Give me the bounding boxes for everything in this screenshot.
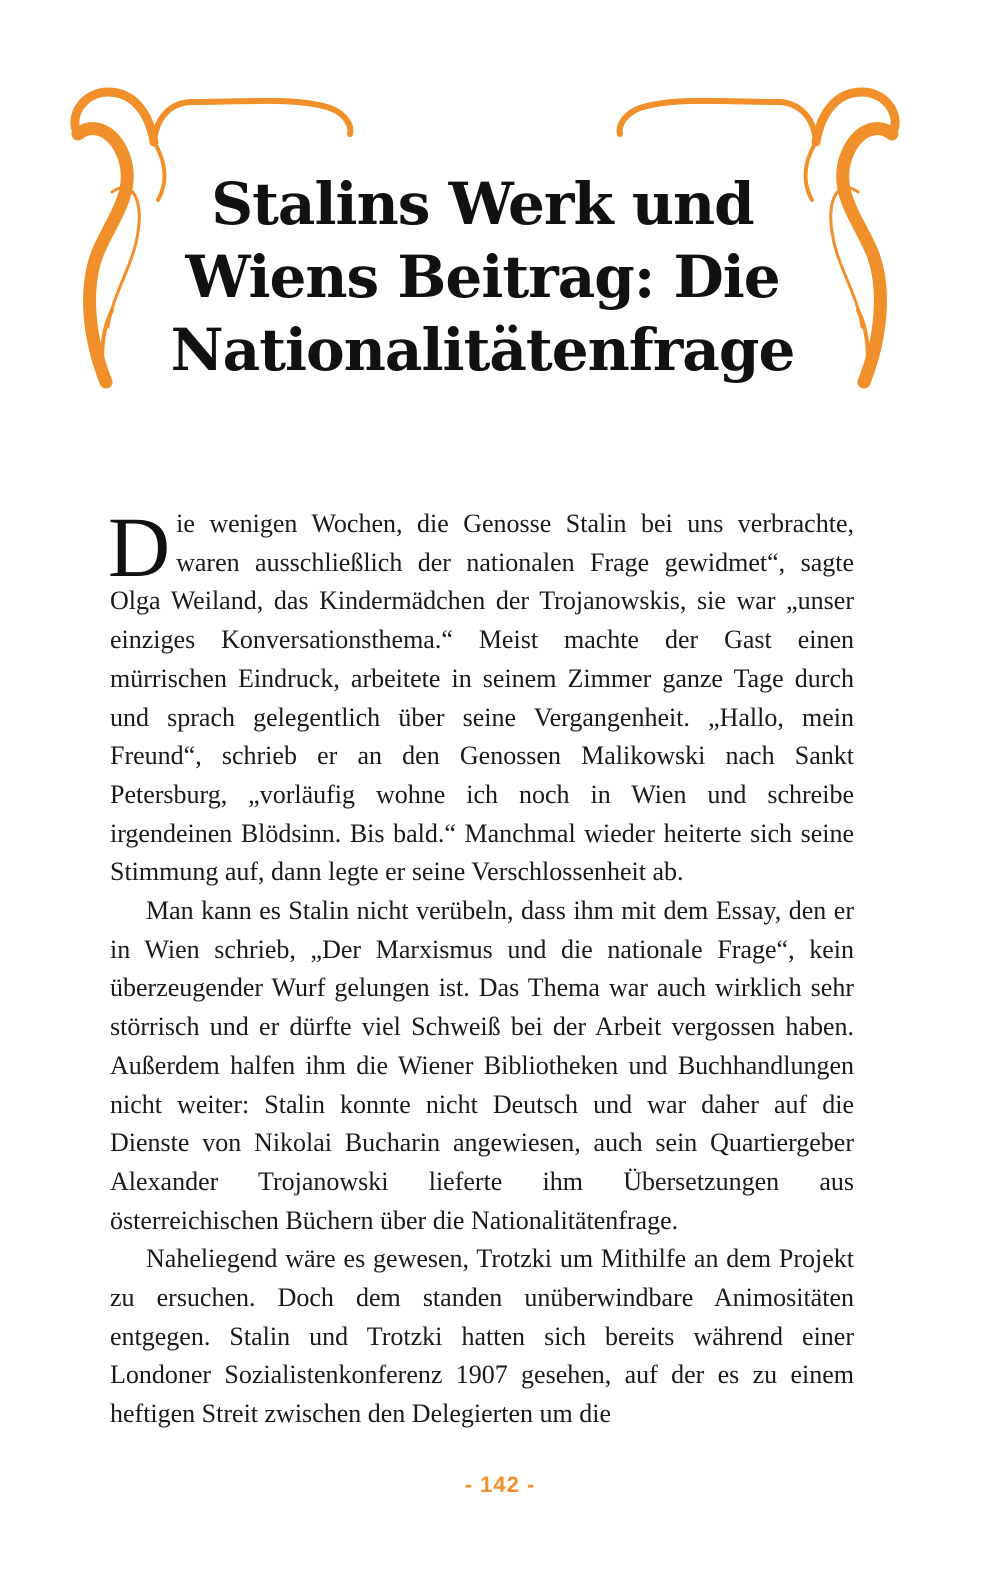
chapter-title-line: Stalins Werk und bbox=[211, 170, 754, 238]
paragraph bbox=[108, 499, 854, 892]
paragraph: Naheliegend wäre es gewesen, Trotzki um Mithilfe an dem Projekt zu ersuchen. Doch dem standen unüberwindbare Animositäten entgegen. Stalin und Trotzki hatten sich bereits während einer Londoner Sozialistenkonferenz 1907 gesehen, auf der es zu einem heftigen Streit zwischen den Delegierten um die bbox=[110, 1244, 854, 1429]
paragraph: Man kann es Stalin nicht verübeln, dass ihm mit dem Essay, den er in Wien schrieb, „Der Marxismus und die nationale Frage“, kein überzeugender Wurf gelungen ist. Das Thema war auch wirklich sehr störrisch und er dürfte viel Schweiß bei der Arbeit vergossen haben. Außerdem halfen ihm die Wiener Bibliotheken und Buchhandlungen nicht weiter: Stalin konnte nicht Deutsch und war daher auf die Dienste von Nikolai Bucharin angewiesen, auch sein Quartiergeber Alexander Trojanowski lieferte ihm Übersetzungen aus österreichischen Büchern über die Nationalitätenfrage. bbox=[110, 896, 854, 1235]
page-number: - 142 - bbox=[464, 1472, 536, 1497]
chapter-body bbox=[108, 499, 854, 1434]
chapter-title bbox=[160, 168, 805, 387]
chapter-title-line: Nationalitätenfrage bbox=[170, 316, 795, 384]
paragraph-text: ie wenigen Wochen, die Genosse Stalin bei uns verbrachte, waren ausschließlich der nationalen Frage gewidmet“, sagte Olga Weiland, das Kindermädchen der Trojanowskis, sie war „unser einziges Konversationsthema.“ Meist machte der Gast einen mürrischen Eindruck, arbeitete in seinem Zimmer ganze Tage durch und sprach gelegentlich über seine Vergangenheit. „Hallo, mein Freund“, schrieb er an den Genossen Malikowski nach Sankt Petersburg, „vorläufig wohne ich noch in Wien und schreibe irgendeinen Blödsinn. Bis bald.“ Manchmal wieder heiterte sich seine Stimmung auf, dann legte er seine Verschlossenheit ab. bbox=[110, 509, 854, 887]
chapter-title-line: Wiens Beitrag: Die bbox=[185, 243, 780, 311]
drop-cap: D bbox=[108, 499, 171, 595]
